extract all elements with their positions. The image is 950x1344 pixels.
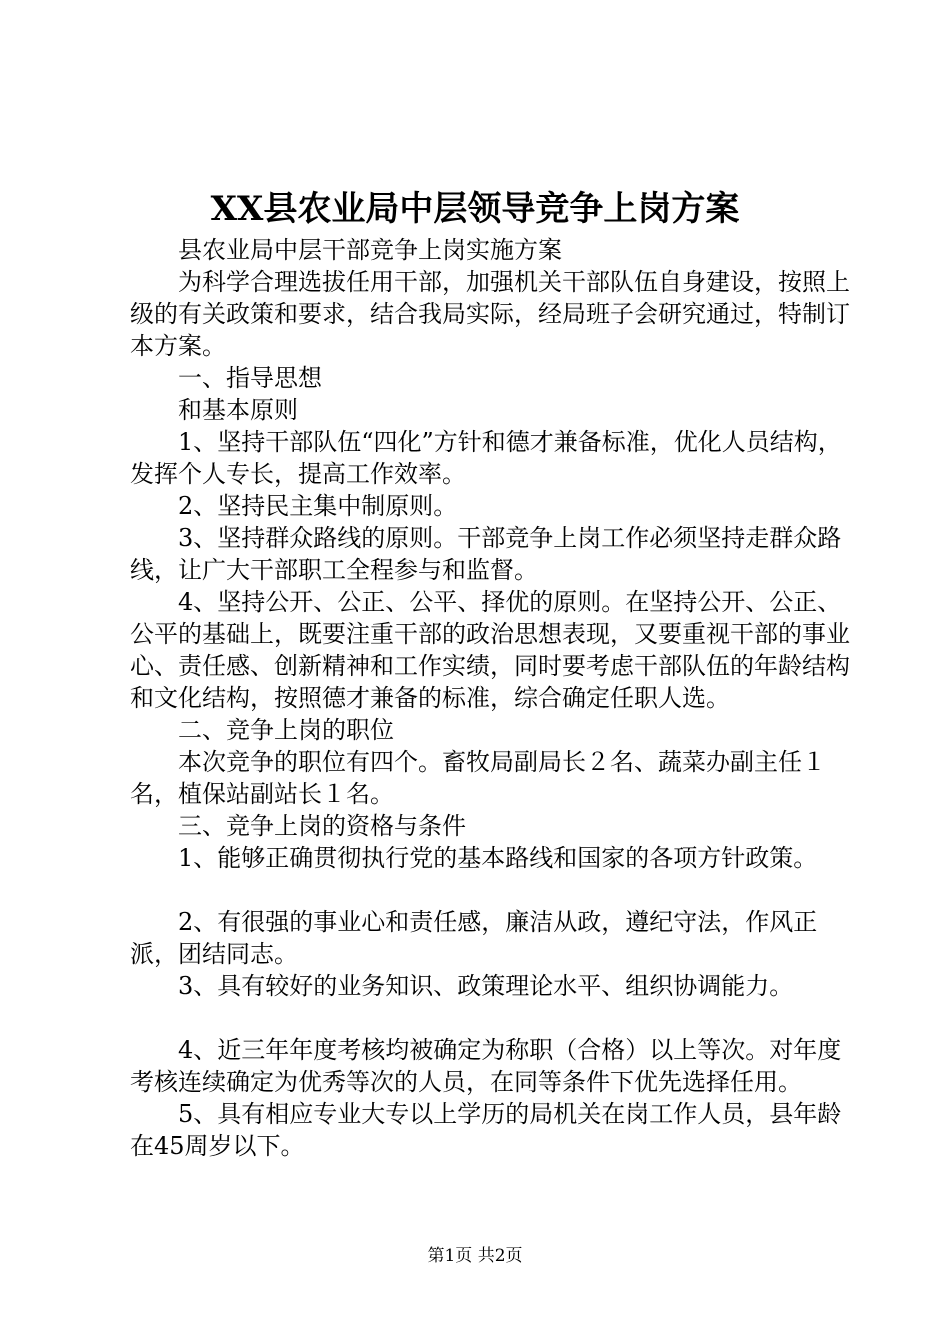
document-title: XX县农业局中层领导竞争上岗方案 <box>210 189 740 229</box>
page-number-footer: 第1页 共2页 <box>427 1246 523 1266</box>
intro-paragraph: 为科学合理选拔任用干部，加强机关干部队伍自身建设，按照上级的有关政策和要求，结合我局实际，经局班子会研究通过，特制订本方案。 <box>130 268 850 360</box>
principle-4: 4、坚持公开、公正、公平、择优的原则。在坚持公开、公正、公平的基础上，既要注重干部的政治思想表现，又要重视干部的事业心、责任感、创新精神和工作实绩，同时要考虑干部队伍的年龄结构和文化结构，按照德才兼备的标准，综合确定任职人选。 <box>130 588 850 712</box>
section-heading-3: 三、竞争上岗的资格与条件 <box>178 812 466 840</box>
condition-4: 4、近三年年度考核均被确定为称职（合格）以上等次。对年度考核连续确定为优秀等次的人员，在同等条件下优先选择任用。 <box>130 1036 842 1096</box>
condition-3: 3、具有较好的业务知识、政策理论水平、组织协调能力。 <box>178 972 794 1000</box>
section-heading-1: 一、指导思想 <box>178 364 322 392</box>
subtitle-paragraph: 县农业局中层干部竞争上岗实施方案 <box>178 236 562 264</box>
condition-2: 2、有很强的事业心和责任感，廉洁从政，遵纪守法，作风正派，团结同志。 <box>130 908 818 968</box>
section-heading-2: 二、竞争上岗的职位 <box>178 716 394 744</box>
positions-paragraph: 本次竞争的职位有四个。畜牧局副局长２名、蔬菜办副主任１名，植保站副站长１名。 <box>130 748 826 808</box>
principle-2: 2、坚持民主集中制原则。 <box>178 492 458 520</box>
principle-3: 3、坚持群众路线的原则。干部竞争上岗工作必须坚持走群众路线，让广大干部职工全程参与和监督。 <box>130 524 842 584</box>
blank-line <box>130 874 850 906</box>
condition-1: 1、能够正确贯彻执行党的基本路线和国家的各项方针政策。 <box>178 844 818 872</box>
document-body <box>130 234 850 1162</box>
condition-5: 5、具有相应专业大专以上学历的局机关在岗工作人员，县年龄在45周岁以下。 <box>130 1100 842 1160</box>
section-heading-1-cont: 和基本原则 <box>178 396 298 424</box>
principle-1: 1、坚持干部队伍“四化”方针和德才兼备标准，优化人员结构，发挥个人专长，提高工作效率。 <box>130 428 842 488</box>
blank-line <box>130 1002 850 1034</box>
